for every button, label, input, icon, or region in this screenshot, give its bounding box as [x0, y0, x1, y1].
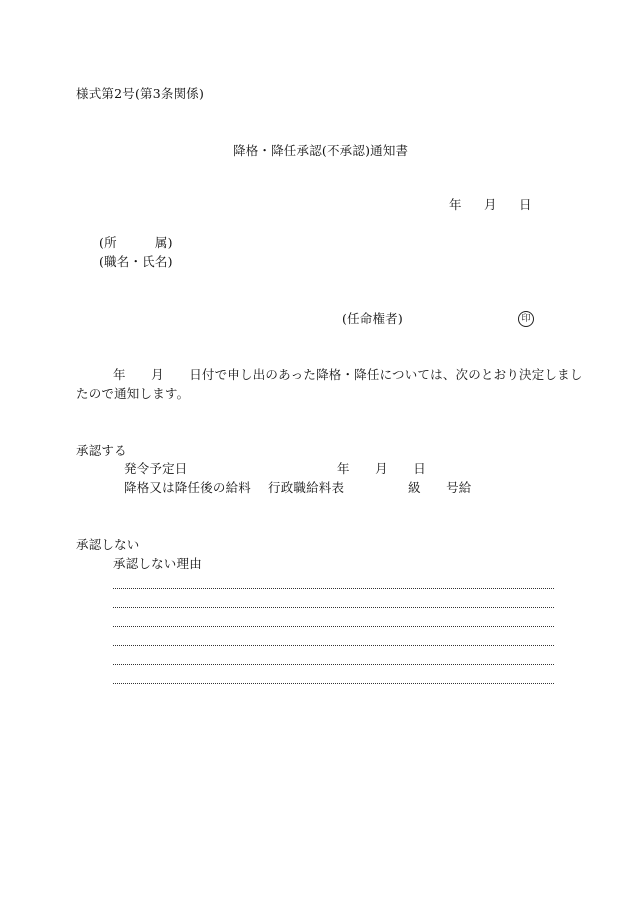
reason-line-2: [113, 607, 554, 608]
form-number: 様式第2号(第3条関係): [76, 86, 205, 101]
document-title: 降格・降任承認(不承認)通知書: [233, 143, 409, 158]
reason-line-4: [113, 645, 554, 646]
date-month: 月: [484, 197, 497, 212]
body-text-line1: 年 月 日付で申し出のあった降格・降任については、次のとおり決定しまし: [113, 367, 583, 382]
approve-date-label: 発令予定日: [124, 461, 188, 476]
appointer-label: (任命権者): [342, 311, 403, 326]
deny-reason-label: 承認しない理由: [113, 556, 202, 571]
approve-heading: 承認する: [76, 443, 127, 458]
reason-line-6: [113, 683, 554, 684]
approve-date-value: 年 月 日: [337, 461, 426, 476]
seal-mark: 印: [518, 311, 534, 327]
approve-salary-grade: 級 号給: [408, 480, 472, 495]
body-text-line2: たので通知します。: [76, 386, 190, 401]
deny-heading: 承認しない: [76, 537, 140, 552]
recipient-name: (職名・氏名): [99, 254, 173, 269]
approve-salary-table: 行政職給料表: [268, 480, 345, 495]
reason-line-3: [113, 626, 554, 627]
recipient-affiliation: (所 属): [99, 235, 173, 250]
date-year: 年: [449, 197, 462, 212]
approve-salary-label: 降格又は降任後の給料: [124, 480, 252, 495]
date-day: 日: [519, 197, 532, 212]
reason-line-5: [113, 664, 554, 665]
reason-line-1: [113, 588, 554, 589]
